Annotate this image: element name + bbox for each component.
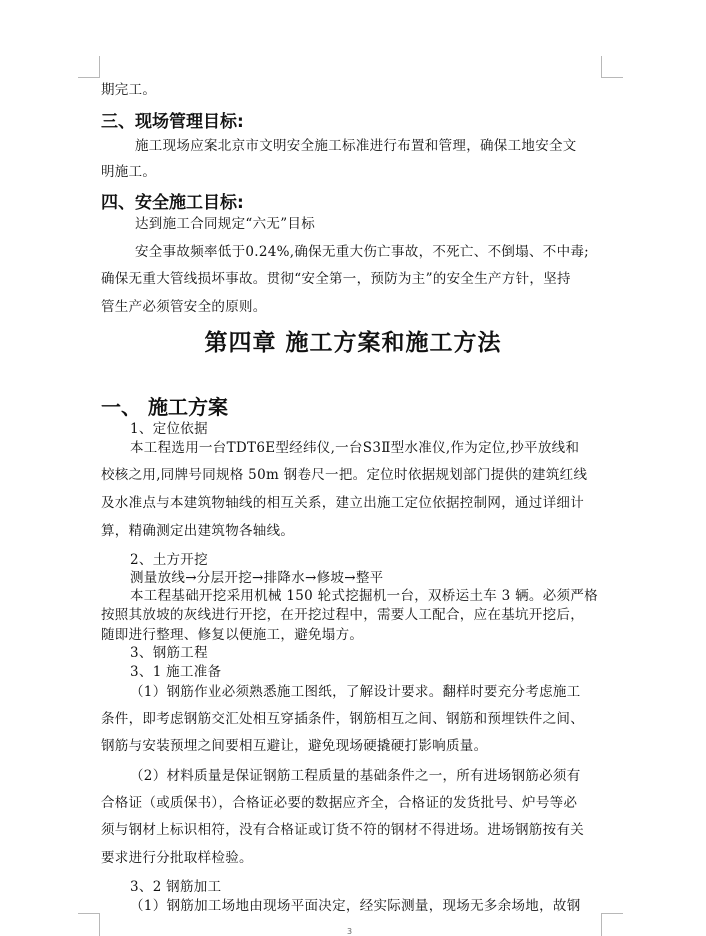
text-line: 须与钢材上标识相符，没有合格证或订货不符的钢材不得进场。进场钢筋按有关 bbox=[101, 822, 584, 838]
text-line: 及水准点与本建筑物轴线的相互关系，建立出施工定位依据控制网，通过详细计 bbox=[101, 495, 584, 511]
text-line: 合格证（或质保书），合格证必要的数据应齐全，合格证的发货批号、炉号等必 bbox=[101, 795, 578, 811]
text-line: 1、定位依据 bbox=[130, 421, 208, 437]
text-line: （2）材料质量是保证钢筋工程质量的基础条件之一，所有进场钢筋必须有 bbox=[130, 768, 581, 784]
text-line: 按照其放坡的灰线进行开挖，在开挖过程中，需要人工配合，应在基坑开挖后， bbox=[101, 607, 584, 623]
text-line: 2、土方开挖 bbox=[130, 552, 208, 568]
text-line: 施工现场应案北京市文明安全施工标准进行布置和管理，确保工地安全文 bbox=[135, 138, 577, 154]
text-line: 钢筋与安装预埋之间要相互避让，避免现场硬撬硬打影响质量。 bbox=[101, 738, 488, 754]
text-line: 本工程基础开挖采用机械 150 轮式挖掘机一台，双桥运土车 3 辆。必须严格 bbox=[130, 588, 598, 604]
text-line: 测量放线→分层开挖→排降水→修坡→整平 bbox=[130, 570, 384, 586]
text-line: 算，精确测定出建筑物各轴线。 bbox=[101, 523, 295, 539]
text-line: 校核之用,同牌号同规格 50m 钢卷尺一把。定位时依据规划部门提供的建筑红线 bbox=[101, 467, 588, 483]
text-line: 要求进行分批取样检验。 bbox=[101, 850, 253, 866]
chapter-title: 第四章 施工方案和施工方法 bbox=[204, 329, 502, 356]
text-line: 随即进行整理、修复以便施工，避免塌方。 bbox=[101, 627, 364, 643]
text-line: 期完工。 bbox=[101, 82, 157, 98]
text-line: 管生产必须管安全的原则。 bbox=[101, 299, 267, 315]
text-line: 本工程选用一台TDT6E型经纬仪,一台S3Ⅱ型水准仪,作为定位,抄平放线和 bbox=[130, 440, 580, 456]
text-line: 3、钢筋工程 bbox=[130, 645, 208, 661]
section-title: 一、 施工方案 bbox=[101, 395, 228, 419]
text-line: 3、1 施工准备 bbox=[130, 664, 222, 680]
text-line: 确保无重大管线损坏事故。贯彻“安全第一，预防为主”的安全生产方针，坚持 bbox=[101, 271, 571, 287]
text-line: （1）钢筋作业必须熟悉施工图纸，了解设计要求。翻样时要充分考虑施工 bbox=[130, 684, 581, 700]
page-number: 3 bbox=[347, 927, 353, 936]
text-line: 3、2 钢筋加工 bbox=[130, 879, 222, 895]
text-line: （1）钢筋加工场地由现场平面决定，经实际测量，现场无多余场地，故钢 bbox=[130, 898, 581, 914]
heading-safety-goal: 四、安全施工目标: bbox=[101, 193, 244, 213]
heading-site-management: 三、现场管理目标: bbox=[101, 112, 244, 132]
text-line: 达到施工合同规定“六无”目标 bbox=[135, 216, 316, 232]
text-line: 安全事故频率低于0.24%,确保无重大伤亡事故，不死亡、不倒塌、不中毒; bbox=[135, 244, 590, 260]
text-line: 条件，即考虑钢筋交汇处相互穿插条件，钢筋相互之间、钢筋和预埋铁件之间、 bbox=[101, 711, 584, 727]
text-line: 明施工。 bbox=[101, 164, 157, 180]
